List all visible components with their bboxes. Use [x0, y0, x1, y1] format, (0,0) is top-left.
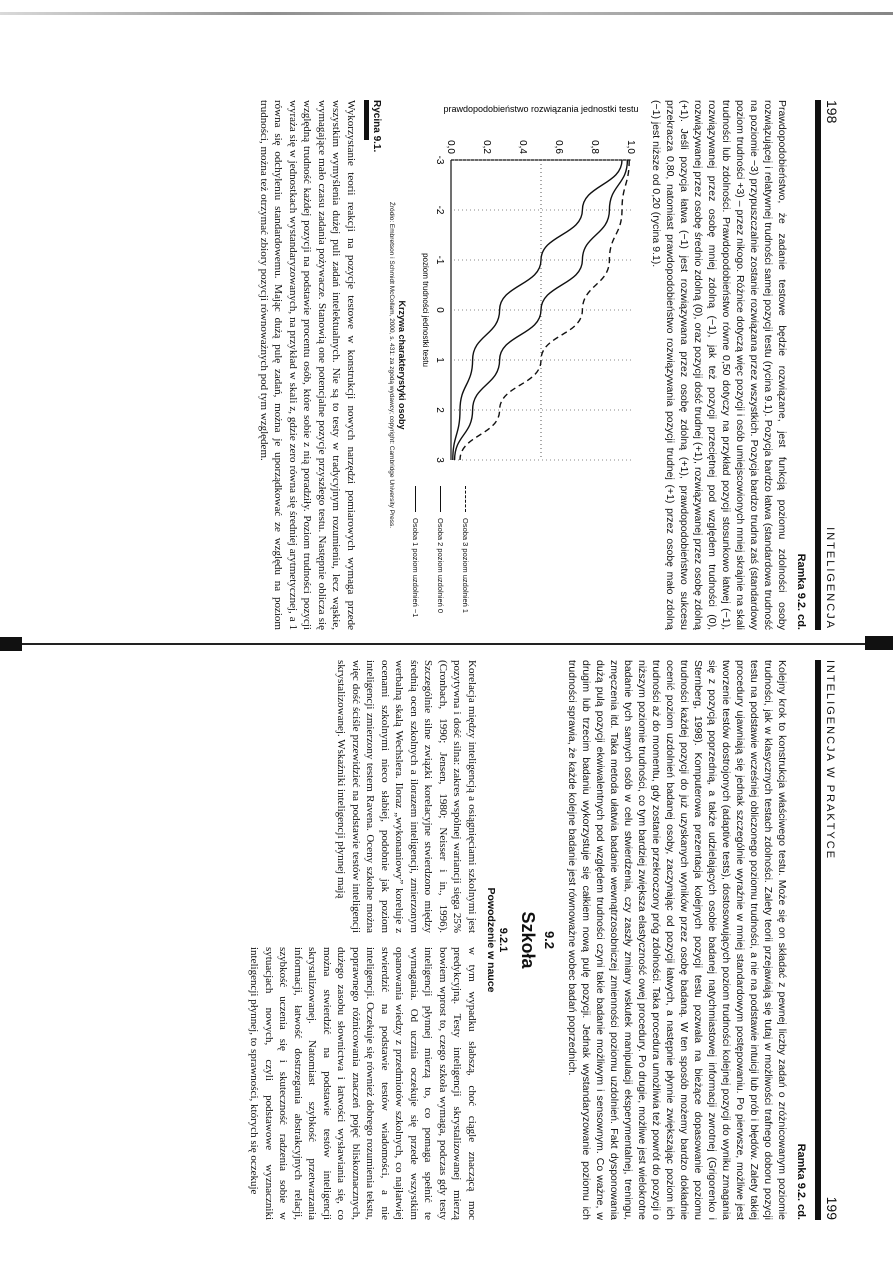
left-running-head: [824, 100, 840, 630]
right-page: [50, 660, 840, 1220]
scan-mark-right: [865, 636, 893, 650]
chart-legend: [411, 486, 641, 617]
icc-chart: [411, 100, 641, 480]
y-tick-label: 0,8: [589, 140, 600, 154]
two-column-body: [247, 660, 479, 1220]
left-box-rule: [815, 100, 821, 630]
column-1-text: Korelacja między inteligencją a osiągnięciami szkolnymi jest pozytywna i dość silna: zakres wspólnej wariancji sięga 25% (Cronbach, 1990; Jensen, 1980; Neisser i in., 1996). Szczególnie silne związki korelacyjne stwierdzono między średnią ocen szkolnych a ilorazem inteligencji, zmierzonym werbalną skalą Wechslera. Iloraz „wykonaniowy” koreluje z ocenami szkolnymi nieco słabiej, podobnie jak poziom inteligencji zmierzony testem Ravena. Oceny szkolne można więc dość ściśle przewidzieć na podstawie testów inteligencji skrystalizowanej. Wskaźniki inteligencji płynnej mają: [335, 660, 478, 933]
x-tick-label: -1: [434, 255, 445, 265]
page-divider: [0, 643, 893, 645]
right-box-rule: [815, 660, 821, 1220]
x-tick-label: -2: [434, 205, 445, 215]
figure-rule: [364, 100, 369, 140]
x-tick-label: 0: [434, 307, 445, 313]
legend-label: Osoba 2 poziom uzdolnień 0: [436, 518, 445, 614]
figure-9-1: [411, 100, 641, 630]
left-box-text: Prawdopodobieństwo, że zadanie testowe będzie rozwiązane, jest funkcją poziomu zdolności osoby rozwiązującej i relatywnej trudności samej pozycji testu (rycina 9.1). Pozycja bardzo łatwa (standardowa trudność na poziomie −3) przypuszczalnie zostanie rozwiązana przez wszystkich. Pozycja bardzo trudna zaś (standardowy poziom trudności +3) – przez nikogo. Różnice dotyczą więc pozycji i osób umiejscowionych mniej skrajnie na skali trudności lub zdolności. Prawdopodobieństwo równe 0,50 dotyczy na przykład pozycji stosunkowo łatwej (−1), rozwiązywanej przez osobę mniej zdolną (−1), jak też pozycji przeciętnej pod względem trudności (0), rozwiązywanej przez osobę średnio zdolną (0), oraz pozycji dość trudnej (+1), rozwiązywanej przez osobę zdolną (+1). Jeśli pozycja łatwa (−1) jest rozwiązywana przez osobę zdolną (+1), prawdopodobieństwo sukcesu przekracza 0,80, natomiast prawdopodobieństwo rozwiązywania pozycji trudnej (+1) przez osobę mało zdolną (−1) jest niższe od 0,20 (rycina 9.1).: [650, 100, 788, 630]
right-box-text: Kolejny krok to konstrukcja właściwego testu. Może się on składać z pewnej liczby zadań o zróżnicowanym poziomie trudności, jak w klasycznych testach zdolności. Zalety teorii przejawiają się tutaj w możliwości trafnego doboru pozycji testu na podstawie wcześniej obliczonego poziomu trudności, a nie na podstawie intuicji lub prób i błędów. Zalety takiej procedury ujawniają się jednak szczególnie wyraźnie w mniej standardowym postępowaniu. Po pierwsze, możliwe jest tworzenie testów dostrojonych (adaptive tests), dostosowujących poziom trudności kolejnej pozycji do wyniku zmagania się z pozycją poprzednią, a także udzielających osobie badanej natychmiastowej informacji zwrotnej (Grigorenko i Sternberg, 1998). Komputerowa prezentacja kolejnych pozycji testu pozwala na bieżące dopasowanie poziomu trudności każdej pozycji do już uzyskanych wyników przez osobę badaną. W ten sposób możemy bardzo dokładnie ocenić poziom uzdolnień badanej osoby, zaczynając od pozycji łatwych, a następnie płynnie zwiększając poziom ich trudności aż do momentu, gdy zostanie przekroczony próg zdolności. Taka procedura umożliwia też powrót do pozycji o niższym poziomie trudności, co tym bardziej zwiększa elastyczność owej procedury. Po drugie, możliwe jest wielokrotne badanie tych samych osób w celu stwierdzenia, czy zaszły zmiany wskutek manipulacji eksperymentalnej, treningu, zmęczenia itd. Taka metoda ułatwia badanie wewnątrzosobniczej zmienności poziomu uzdolnień. Fakt dysponowania dużą pulą pozycji ekwiwalentnych pod względem trudności czyni takie badanie możliwym i sensownym. Co ważne, w drugim lub trzecim badaniu wykorzystuje się całkiem nową pulę pozycji. Jednak wystandaryzowanie poziomu ich trudności sprawia, że każde kolejne badanie jest równoważne wobec badań poprzednich.: [566, 660, 788, 1220]
y-tick-label: 1,0: [625, 140, 636, 154]
legend-swatch: [415, 486, 416, 512]
figure-title: Krzywa charakterystyki osoby: [397, 300, 407, 430]
x-axis-label: poziom trudności jednostki testu: [421, 253, 430, 367]
y-axis-label: prawdopodobieństwo rozwiązania jednostki testu: [443, 104, 639, 114]
y-tick-label: 0,0: [445, 140, 456, 154]
x-tick-label: 2: [434, 407, 445, 413]
x-tick-label: 3: [434, 457, 445, 463]
left-running-title: INTELIGENCJA: [824, 527, 836, 630]
left-page: [50, 100, 840, 630]
subsection-title: Powodzenie w nauce: [485, 887, 497, 993]
legend-label: Osoba 1 poziom uzdolnień −1: [411, 518, 420, 618]
legend-swatch: [465, 486, 466, 512]
right-box-label: Ramka 9.2. cd.: [795, 1143, 807, 1220]
section-title: Szkoła: [518, 911, 538, 969]
legend-item-1: [436, 486, 445, 617]
legend-item-2: [411, 486, 420, 617]
subsection-number: 9.2.1: [497, 927, 509, 953]
right-running-title: INTELIGENCJA W PRAKTYCE: [824, 660, 836, 861]
x-tick-label: 1: [434, 357, 445, 363]
y-tick-label: 0,4: [517, 140, 528, 154]
y-tick-label: 0,2: [481, 140, 492, 154]
left-page-number: 198: [824, 100, 840, 124]
y-tick-label: 0,6: [553, 140, 564, 154]
figure-label: Rycina 9.1.: [371, 100, 382, 153]
right-running-head: [824, 660, 840, 1220]
scan-artifact-top: [0, 12, 893, 15]
legend-item-0: [461, 486, 470, 617]
column-2-text: w tym wypadku słabszą, choć ciągle znaczącą moc predykcyjną. Testy inteligencji skrystalizowanej mierzą bowiem wprost to, czego szkoła wymaga, podczas gdy testy inteligencji płynnej mierzą to, co pomaga spełnić te wymagania. Od ucznia oczekuje się przede wszystkim opanowania wiedzy z przedmiotów szkolnych, co najłatwiej stwierdzić na podstawie testów wiadomości, a nie inteligencji. Oczekuje się również dobrego rozumienia tekstu, poprawnego różnicowania znaczeń pojęć bliskoznacznych, dużego zasobu słownictwa i łatwości wysławiania się, co można stwierdzić na podstawie testów inteligencji skrystalizowanej. Natomiast szybkość przetwarzania informacji, łatwość dostrzegania abstrakcyjnych relacji, szybkość uczenia się i skuteczność radzenia sobie w sytuacjach nowych, czyli podstawowe wyznaczniki inteligencji płynnej, to sprawności, których się oczekuje: [248, 947, 478, 1220]
figure-source: Źródło: Embretson i Schmidt McCollam, 2000, s. 431: za zgodą wydawcy; copyright: Cambridge University Press.: [388, 201, 395, 529]
left-body-text: Wykorzystanie teorii reakcji na pozycje testowe w konstrukcji nowych narzędzi pomiarowych wymaga przede wszystkim wymyślenia dużej puli zadań intelektualnych. Nie są to testy w tradycyjnym rozumieniu, lecz wąskie, wymagające mało czasu zadania pożywacze. Stanowią one potencjalne pozycje przyszłego testu. Następnie oblicza się względną trudność każdej pozycji na podstawie procentu osób, które sobie z nią poradziły. Poziom trudności pozycji wyraża się w jednostkach wystandaryzowanych, na przykład w skali z, gdzie zero równa się średniej arytmetycznej, a 1 równa się odchyleniu standardowemu. Mając dużą pulę zadań, można je uporządkować ze względu na poziom trudności, można też otrzymać zbiory pozycji równoważnych pod tym względem.: [258, 100, 357, 630]
right-page-number: 199: [824, 1196, 840, 1220]
series-line-0: [460, 160, 629, 460]
section-number: 9.2: [542, 930, 557, 950]
x-tick-label: -3: [434, 155, 445, 165]
left-box-label: Ramka 9.2. cd.: [795, 553, 807, 630]
scan-mark-left: [0, 637, 22, 651]
legend-swatch: [440, 486, 441, 512]
legend-label: Osoba 3 poziom uzdolnień 1: [461, 518, 470, 614]
